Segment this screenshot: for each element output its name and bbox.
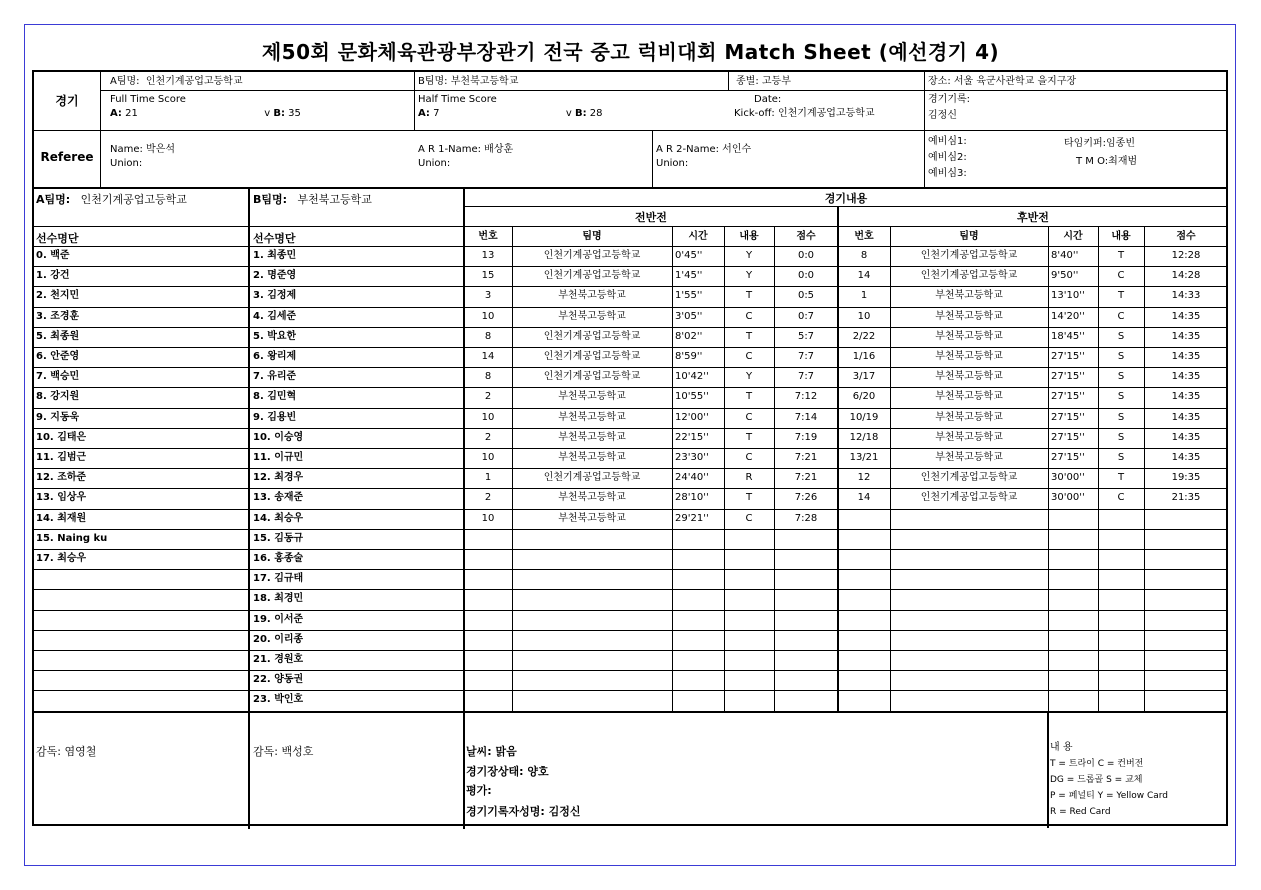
column-header-no: 번호 xyxy=(478,231,498,242)
referee-union: Union: xyxy=(110,158,143,169)
second-half-event-score: 14:35 xyxy=(1171,311,1201,322)
half-time-score: A: 7 v B: 28 xyxy=(418,108,603,119)
second-half-event-no: 8 xyxy=(860,250,868,261)
second-half-event-score: 14:35 xyxy=(1171,432,1201,443)
second-half-event-type: S xyxy=(1117,452,1125,463)
content-header: 경기내용 xyxy=(824,192,868,205)
second-half-event-team: 부천북고등학교 xyxy=(935,412,1003,423)
grid-line xyxy=(1047,711,1049,828)
b-player: 18. 최경민 xyxy=(253,593,304,604)
first-half-event-type: T xyxy=(745,432,753,443)
weather: 날씨: 맑음 xyxy=(466,745,517,758)
recorder-name: 경기기록자성명: 김정신 xyxy=(466,805,581,818)
first-half-event-team: 인천기계공업고등학교 xyxy=(543,472,641,483)
second-half-event-score: 14:28 xyxy=(1171,270,1201,281)
second-half-event-time: 27'15'' xyxy=(1051,412,1085,423)
first-half-event-time: 12'00'' xyxy=(675,412,709,423)
second-half-event-score: 14:35 xyxy=(1171,371,1201,382)
first-half-event-time: 1'55'' xyxy=(675,290,703,301)
first-half-event-no: 10 xyxy=(481,311,495,322)
first-half-event-no: 2 xyxy=(484,432,492,443)
second-half-event-type: C xyxy=(1117,270,1125,281)
b-player: 17. 김규태 xyxy=(253,573,304,584)
second-half-event-score: 21:35 xyxy=(1171,492,1201,503)
first-half-event-team: 인천기계공업고등학교 xyxy=(543,331,641,342)
first-half-event-no: 15 xyxy=(481,270,495,281)
legend-line-1: T = 트라이 C = 컨버전 xyxy=(1050,759,1144,769)
b-player: 5. 박요한 xyxy=(253,331,297,342)
a-player: 7. 백승민 xyxy=(36,371,80,382)
first-half-event-score: 0:0 xyxy=(797,250,815,261)
legend-title: 내 용 xyxy=(1050,742,1073,753)
a-player: 5. 최종원 xyxy=(36,331,80,342)
first-half-event-no: 14 xyxy=(481,351,495,362)
column-header-time: 시간 xyxy=(688,231,708,242)
second-half-event-score: 14:35 xyxy=(1171,412,1201,423)
first-half-event-score: 7:21 xyxy=(794,472,818,483)
b-player: 22. 양동권 xyxy=(253,674,304,685)
first-half-event-no: 10 xyxy=(481,412,495,423)
second-half-event-type: S xyxy=(1117,371,1125,382)
first-half-event-time: 0'45'' xyxy=(675,250,703,261)
legend-line-2: DG = 드롭골 S = 교체 xyxy=(1050,775,1143,785)
a-player: 17. 최승우 xyxy=(36,553,87,564)
reserve-referee-1: 예비심1: xyxy=(928,136,967,147)
column-header-type: 내용 xyxy=(1111,231,1131,242)
first-half-event-type: T xyxy=(745,331,753,342)
first-half-event-team: 부천북고등학교 xyxy=(558,290,626,301)
second-half-event-time: 8'40'' xyxy=(1051,250,1079,261)
second-half-event-no: 13/21 xyxy=(849,452,879,463)
first-half-event-time: 8'59'' xyxy=(675,351,703,362)
record-label: 경기기록: xyxy=(928,94,971,105)
first-half-event-time: 3'05'' xyxy=(675,311,703,322)
b-player: 14. 최승우 xyxy=(253,513,304,524)
a-team-name: 인천기계공업고등학교 xyxy=(145,76,243,87)
half-time-label: Half Time Score xyxy=(418,94,497,105)
second-half-event-no: 1/16 xyxy=(852,351,876,362)
a-player: 3. 조경훈 xyxy=(36,311,80,322)
kickoff: Kick-off: 인천기계공업고등학교 xyxy=(734,108,875,119)
second-half-event-no: 2/22 xyxy=(852,331,876,342)
first-half-event-score: 7:28 xyxy=(794,513,818,524)
b-player: 13. 송재준 xyxy=(253,492,304,503)
grid-line xyxy=(34,630,1228,631)
a-player: 10. 김태은 xyxy=(36,432,87,443)
second-half-event-time: 27'15'' xyxy=(1051,432,1085,443)
first-half-event-type: Y xyxy=(745,250,753,261)
second-half-event-type: T xyxy=(1117,250,1125,261)
first-half-event-type: T xyxy=(745,492,753,503)
reserve-referee-2: 예비심2: xyxy=(928,152,967,163)
b-player: 6. 왕리제 xyxy=(253,351,297,362)
b-player: 16. 홍종술 xyxy=(253,553,304,564)
first-half-event-time: 22'15'' xyxy=(675,432,709,443)
legend-line-3: P = 페널티 Y = Yellow Card xyxy=(1050,791,1169,801)
second-half-event-no: 12 xyxy=(857,472,871,483)
second-half-event-no: 6/20 xyxy=(852,391,876,402)
b-player: 21. 경원호 xyxy=(253,654,304,665)
first-half-event-time: 23'30'' xyxy=(675,452,709,463)
second-half-event-team: 인천기계공업고등학교 xyxy=(920,472,1018,483)
a-team-header: A팀명: 인천기계공업고등학교 xyxy=(36,193,187,206)
second-half-event-time: 27'15'' xyxy=(1051,391,1085,402)
first-half-event-team: 인천기계공업고등학교 xyxy=(543,351,641,362)
second-half-event-team: 부천북고등학교 xyxy=(935,331,1003,342)
second-half-event-type: T xyxy=(1117,472,1125,483)
first-half-event-team: 부천북고등학교 xyxy=(558,513,626,524)
ar2-name: A R 2-Name: 서인수 xyxy=(656,144,752,155)
first-half-event-score: 7:26 xyxy=(794,492,818,503)
a-coach: 감독: 염영철 xyxy=(36,745,97,758)
b-player: 3. 김정제 xyxy=(253,290,297,301)
a-player: 13. 임상우 xyxy=(36,492,87,503)
second-half-event-no: 3/17 xyxy=(852,371,876,382)
first-half-event-time: 28'10'' xyxy=(675,492,709,503)
first-half-event-no: 13 xyxy=(481,250,495,261)
match-sheet xyxy=(32,70,1228,826)
a-player: 11. 김범근 xyxy=(36,452,87,463)
first-half-event-time: 10'42'' xyxy=(675,371,709,382)
grid-line xyxy=(34,226,464,227)
second-half-event-team: 부천북고등학교 xyxy=(935,351,1003,362)
referee-label: Referee xyxy=(40,150,94,164)
recorder: 김정신 xyxy=(928,110,957,121)
second-half-event-no: 14 xyxy=(857,492,871,503)
a-player: 12. 조하준 xyxy=(36,472,87,483)
first-half-event-team: 부천북고등학교 xyxy=(558,412,626,423)
second-half-event-team: 부천북고등학교 xyxy=(935,452,1003,463)
date: Date: xyxy=(754,94,782,105)
a-roster-header: 선수명단 xyxy=(36,232,79,245)
b-team-name: 부천북고등학교 xyxy=(450,76,519,87)
second-half-event-no: 1 xyxy=(860,290,868,301)
first-half-event-time: 8'02'' xyxy=(675,331,703,342)
grid-line xyxy=(34,690,1228,691)
second-half-event-type: S xyxy=(1117,331,1125,342)
first-half-event-type: C xyxy=(745,452,753,463)
column-header-score: 점수 xyxy=(796,231,816,242)
second-half-event-team: 인천기계공업고등학교 xyxy=(920,270,1018,281)
first-half-event-score: 7:7 xyxy=(797,351,815,362)
first-half-event-type: C xyxy=(745,351,753,362)
evaluation: 평가: xyxy=(466,784,492,797)
b-coach: 감독: 백성호 xyxy=(253,745,314,758)
second-half-event-score: 14:35 xyxy=(1171,331,1201,342)
a-player: 9. 지동욱 xyxy=(36,412,80,423)
first-half-event-time: 1'45'' xyxy=(675,270,703,281)
grid-line xyxy=(34,569,1228,570)
first-half-event-score: 5:7 xyxy=(797,331,815,342)
second-half-event-team: 부천북고등학교 xyxy=(935,311,1003,322)
first-half-event-no: 10 xyxy=(481,452,495,463)
column-header-team: 팀명 xyxy=(582,231,602,242)
first-half-event-no: 3 xyxy=(484,290,492,301)
first-half-event-team: 인천기계공업고등학교 xyxy=(543,250,641,261)
page-title: 제50회 문화체육관광부장관기 전국 중고 럭비대회 Match Sheet (예선경기 4) xyxy=(261,40,1000,64)
grid-line xyxy=(34,650,1228,651)
a-player: 0. 백준 xyxy=(36,250,70,261)
first-half-event-time: 29'21'' xyxy=(675,513,709,524)
grid-line xyxy=(34,610,1228,611)
a-player: 8. 강지원 xyxy=(36,391,80,402)
second-half-event-time: 27'15'' xyxy=(1051,452,1085,463)
first-half-event-team: 부천북고등학교 xyxy=(558,391,626,402)
full-time-label: Full Time Score xyxy=(110,94,186,105)
second-half-event-type: S xyxy=(1117,412,1125,423)
second-half-event-time: 9'50'' xyxy=(1051,270,1079,281)
category: 종별: 고등부 xyxy=(736,76,791,87)
second-half-event-team: 인천기계공업고등학교 xyxy=(920,250,1018,261)
a-player: 2. 천지민 xyxy=(36,290,80,301)
grid-line xyxy=(34,549,1228,550)
grid-line xyxy=(248,187,250,829)
first-half-event-score: 7:12 xyxy=(794,391,818,402)
second-half-event-no: 12/18 xyxy=(849,432,879,443)
b-team-row: B팀명: 부천북고등학교 xyxy=(418,76,519,87)
timekeeper: 타임키퍼:임종빈 xyxy=(1064,138,1135,149)
b-player: 15. 김동규 xyxy=(253,533,304,544)
ground-condition: 경기장상태: 양호 xyxy=(466,765,549,778)
a-player: 14. 최재원 xyxy=(36,513,87,524)
venue: 장소: 서울 육군사관학교 을지구장 xyxy=(928,76,1077,87)
first-half-event-time: 24'40'' xyxy=(675,472,709,483)
first-half-event-team: 인천기계공업고등학교 xyxy=(543,371,641,382)
second-half-event-score: 12:28 xyxy=(1171,250,1201,261)
column-header-time: 시간 xyxy=(1063,231,1083,242)
first-half-event-type: Y xyxy=(745,270,753,281)
first-half-event-type: C xyxy=(745,513,753,524)
second-half-event-team: 부천북고등학교 xyxy=(935,432,1003,443)
full-time-score: A: 21 v B: 35 xyxy=(110,108,301,119)
a-player: 1. 강건 xyxy=(36,270,70,281)
first-half-event-type: T xyxy=(745,391,753,402)
b-player: 11. 이규민 xyxy=(253,452,304,463)
second-half-event-team: 부천북고등학교 xyxy=(935,290,1003,301)
b-player: 7. 유리준 xyxy=(253,371,297,382)
first-half-event-no: 8 xyxy=(484,331,492,342)
first-half-event-team: 부천북고등학교 xyxy=(558,432,626,443)
b-player: 2. 명준영 xyxy=(253,270,297,281)
second-half-event-time: 27'15'' xyxy=(1051,351,1085,362)
second-half-event-type: S xyxy=(1117,351,1125,362)
b-roster-header: 선수명단 xyxy=(253,232,296,245)
first-half-event-score: 0:0 xyxy=(797,270,815,281)
first-half-event-type: C xyxy=(745,311,753,322)
match-label: 경기 xyxy=(55,94,79,108)
second-half-event-team: 인천기계공업고등학교 xyxy=(920,492,1018,503)
column-header-score: 점수 xyxy=(1176,231,1196,242)
first-half-event-team: 부천북고등학교 xyxy=(558,492,626,503)
b-player: 8. 김민혁 xyxy=(253,391,297,402)
grid-line xyxy=(34,711,1228,713)
column-header-type: 내용 xyxy=(739,231,759,242)
b-player: 1. 최종민 xyxy=(253,250,297,261)
second-half-event-type: T xyxy=(1117,290,1125,301)
second-half-header: 후반전 xyxy=(1017,211,1049,224)
second-half-event-time: 18'45'' xyxy=(1051,331,1085,342)
first-half-event-type: Y xyxy=(745,371,753,382)
b-team-header: B팀명: 부천북고등학교 xyxy=(253,193,372,206)
ar2-union: Union: xyxy=(656,158,689,169)
second-half-event-type: C xyxy=(1117,311,1125,322)
first-half-event-score: 7:19 xyxy=(794,432,818,443)
second-half-event-time: 30'00'' xyxy=(1051,492,1085,503)
grid-line xyxy=(34,529,1228,530)
a-player: 15. Naing ku xyxy=(36,533,108,544)
column-header-team: 팀명 xyxy=(959,231,979,242)
tmo: T M O:최재범 xyxy=(1076,156,1138,167)
second-half-event-no: 10 xyxy=(857,311,871,322)
b-player: 4. 김세준 xyxy=(253,311,297,322)
b-player: 10. 이승영 xyxy=(253,432,304,443)
first-half-event-team: 인천기계공업고등학교 xyxy=(543,270,641,281)
second-half-event-no: 14 xyxy=(857,270,871,281)
b-player: 19. 이서준 xyxy=(253,614,304,625)
column-header-no: 번호 xyxy=(854,231,874,242)
second-half-event-score: 14:35 xyxy=(1171,351,1201,362)
legend-line-4: R = Red Card xyxy=(1050,807,1111,817)
first-half-event-score: 0:5 xyxy=(797,290,815,301)
second-half-event-time: 13'10'' xyxy=(1051,290,1085,301)
first-half-event-type: C xyxy=(745,412,753,423)
first-half-event-score: 7:14 xyxy=(794,412,818,423)
first-half-event-time: 10'55'' xyxy=(675,391,709,402)
second-half-event-team: 부천북고등학교 xyxy=(935,371,1003,382)
second-half-event-score: 14:33 xyxy=(1171,290,1201,301)
second-half-event-score: 19:35 xyxy=(1171,472,1201,483)
first-half-event-no: 2 xyxy=(484,391,492,402)
second-half-event-type: S xyxy=(1117,391,1125,402)
second-half-event-time: 30'00'' xyxy=(1051,472,1085,483)
ar1-union: Union: xyxy=(418,158,451,169)
referee-name: Name: 박은석 xyxy=(110,144,176,155)
first-half-event-team: 부천북고등학교 xyxy=(558,311,626,322)
b-player: 9. 김용빈 xyxy=(253,412,297,423)
second-half-event-time: 27'15'' xyxy=(1051,371,1085,382)
a-player: 6. 안준영 xyxy=(36,351,80,362)
first-half-event-type: R xyxy=(745,472,753,483)
first-half-event-score: 0:7 xyxy=(797,311,815,322)
second-half-event-time: 14'20'' xyxy=(1051,311,1085,322)
second-half-event-team: 부천북고등학교 xyxy=(935,391,1003,402)
b-player: 20. 이리종 xyxy=(253,634,304,645)
first-half-header: 전반전 xyxy=(635,211,667,224)
first-half-event-score: 7:21 xyxy=(794,452,818,463)
b-player: 12. 최경우 xyxy=(253,472,304,483)
grid-line xyxy=(34,670,1228,671)
first-half-event-no: 10 xyxy=(481,513,495,524)
first-half-event-no: 1 xyxy=(484,472,492,483)
first-half-event-team: 부천북고등학교 xyxy=(558,452,626,463)
reserve-referee-3: 예비심3: xyxy=(928,168,967,179)
grid-line xyxy=(34,589,1228,590)
second-half-event-no: 10/19 xyxy=(849,412,879,423)
ar1-name: A R 1-Name: 배상훈 xyxy=(418,144,514,155)
second-half-event-score: 14:35 xyxy=(1171,391,1201,402)
second-half-event-type: S xyxy=(1117,432,1125,443)
first-half-event-score: 7:7 xyxy=(797,371,815,382)
first-half-event-type: T xyxy=(745,290,753,301)
second-half-event-type: C xyxy=(1117,492,1125,503)
first-half-event-no: 8 xyxy=(484,371,492,382)
second-half-event-score: 14:35 xyxy=(1171,452,1201,463)
a-team-row: A팀명: 인천기계공업고등학교 xyxy=(110,76,243,87)
first-half-event-no: 2 xyxy=(484,492,492,503)
b-player: 23. 박인호 xyxy=(253,694,304,705)
